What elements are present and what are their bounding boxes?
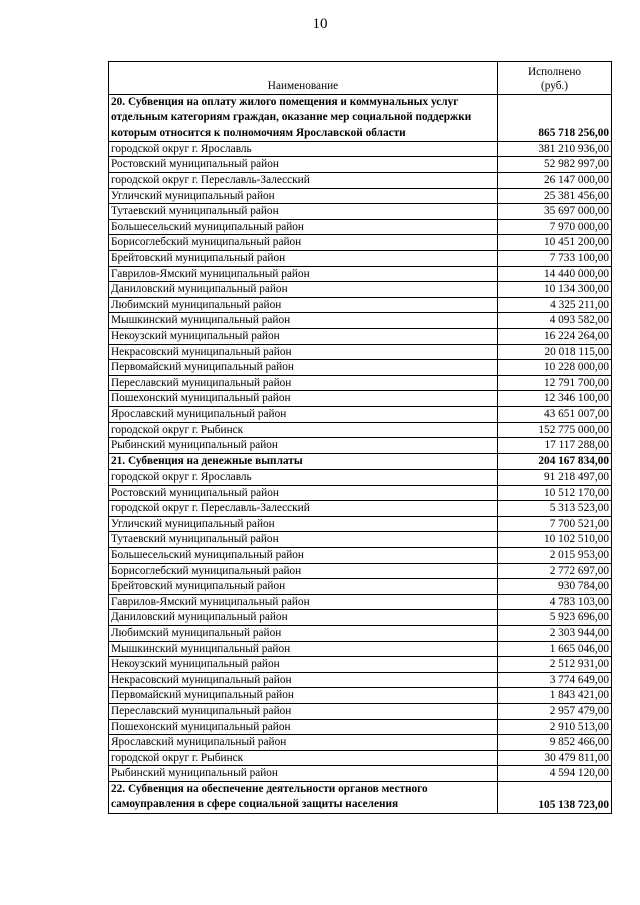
row-value: 12 346 100,00: [498, 391, 612, 407]
row-value: 10 451 200,00: [498, 235, 612, 251]
row-value: 10 134 300,00: [498, 282, 612, 298]
table-row: [109, 297, 612, 313]
row-name: Любимский муниципальный район: [109, 626, 498, 642]
table-row: [109, 548, 612, 564]
row-name: Любимский муниципальный район: [109, 297, 498, 313]
table-row: [109, 672, 612, 688]
row-value: 152 775 000,00: [498, 422, 612, 438]
row-value: 4 325 211,00: [498, 297, 612, 313]
row-name: городской округ г. Рыбинск: [109, 750, 498, 766]
header-value-line-1: Исполнено: [527, 65, 582, 78]
row-value: 4 594 120,00: [498, 766, 612, 782]
row-name: Даниловский муниципальный район: [109, 610, 498, 626]
table-row: [109, 141, 612, 157]
section-title: 20. Субвенция на оплату жилого помещения и коммунальных услуг отдельным категориям граждан, оказание мер социальной поддержки которым относится к полномочиям Ярославской области: [109, 95, 498, 142]
row-name: Брейтовский муниципальный район: [109, 251, 498, 267]
table-row: [109, 422, 612, 438]
row-value: 2 772 697,00: [498, 563, 612, 579]
row-value: 10 512 170,00: [498, 485, 612, 501]
row-value: 25 381 456,00: [498, 188, 612, 204]
row-name: Первомайский муниципальный район: [109, 360, 498, 376]
row-name: Пошехонский муниципальный район: [109, 391, 498, 407]
table-row: [109, 579, 612, 595]
row-name: Борисоглебский муниципальный район: [109, 563, 498, 579]
row-name: Мышкинский муниципальный район: [109, 641, 498, 657]
row-value: 7 970 000,00: [498, 219, 612, 235]
table-row: [109, 532, 612, 548]
table-row: [109, 157, 612, 173]
row-name: Первомайский муниципальный район: [109, 688, 498, 704]
page-number: 10: [312, 16, 328, 32]
section-title: 22. Субвенция на обеспечение деятельности органов местного самоуправления в сфере социальной защиты населения: [109, 781, 498, 813]
row-value: 10 102 510,00: [498, 532, 612, 548]
table-row: [109, 501, 612, 517]
header-name: Наименование: [109, 62, 498, 95]
row-name: городской округ г. Ярославль: [109, 470, 498, 486]
row-name: Гаврилов-Ямский муниципальный район: [109, 594, 498, 610]
table-row: [109, 235, 612, 251]
table-row: [109, 173, 612, 189]
row-value: 5 313 523,00: [498, 501, 612, 517]
table-row: [109, 719, 612, 735]
row-name: Борисоглебский муниципальный район: [109, 235, 498, 251]
row-name: Большесельский муниципальный район: [109, 548, 498, 564]
row-name: Брейтовский муниципальный район: [109, 579, 498, 595]
section-row: [109, 781, 612, 813]
row-value: 43 651 007,00: [498, 406, 612, 422]
row-name: Большесельский муниципальный район: [109, 219, 498, 235]
row-value: 2 015 953,00: [498, 548, 612, 564]
row-value: 7 700 521,00: [498, 516, 612, 532]
row-value: 3 774 649,00: [498, 672, 612, 688]
table-row: [109, 516, 612, 532]
row-name: Тутаевский муниципальный район: [109, 204, 498, 220]
row-value: 26 147 000,00: [498, 173, 612, 189]
budget-table: [108, 61, 612, 814]
table-row: [109, 251, 612, 267]
row-name: Некоузский муниципальный район: [109, 329, 498, 345]
table-row: [109, 735, 612, 751]
section-total: 865 718 256,00: [498, 95, 612, 142]
row-name: Тутаевский муниципальный район: [109, 532, 498, 548]
row-value: 91 218 497,00: [498, 470, 612, 486]
row-name: городской округ г. Переславль-Залесский: [109, 501, 498, 517]
table-row: [109, 204, 612, 220]
table-header-row: [109, 62, 612, 95]
row-value: 12 791 700,00: [498, 375, 612, 391]
header-value-line-2: (руб.): [540, 80, 569, 93]
row-name: Переславский муниципальный район: [109, 703, 498, 719]
row-name: Ярославский муниципальный район: [109, 735, 498, 751]
row-name: Даниловский муниципальный район: [109, 282, 498, 298]
row-value: 16 224 264,00: [498, 329, 612, 345]
table-row: [109, 313, 612, 329]
row-value: 20 018 115,00: [498, 344, 612, 360]
table-row: [109, 641, 612, 657]
table-row: [109, 266, 612, 282]
row-value: 9 852 466,00: [498, 735, 612, 751]
row-name: городской округ г. Ярославль: [109, 141, 498, 157]
row-value: 4 783 103,00: [498, 594, 612, 610]
row-value: 52 982 997,00: [498, 157, 612, 173]
row-name: Угличский муниципальный район: [109, 188, 498, 204]
row-value: 4 093 582,00: [498, 313, 612, 329]
table-row: [109, 329, 612, 345]
row-name: Рыбинский муниципальный район: [109, 438, 498, 454]
row-name: Рыбинский муниципальный район: [109, 766, 498, 782]
header-value: [498, 62, 612, 95]
table-row: [109, 594, 612, 610]
row-value: 2 512 931,00: [498, 657, 612, 673]
table-row: [109, 344, 612, 360]
table-row: [109, 610, 612, 626]
row-name: Переславский муниципальный район: [109, 375, 498, 391]
row-name: Ростовский муниципальный район: [109, 157, 498, 173]
row-value: 930 784,00: [498, 579, 612, 595]
table-body: [109, 95, 612, 814]
table-row: [109, 188, 612, 204]
row-name: Некрасовский муниципальный район: [109, 672, 498, 688]
section-total: 105 138 723,00: [498, 781, 612, 813]
row-name: Ростовский муниципальный район: [109, 485, 498, 501]
table-row: [109, 657, 612, 673]
section-row: [109, 95, 612, 142]
table-row: [109, 563, 612, 579]
row-value: 1 665 046,00: [498, 641, 612, 657]
row-name: Некоузский муниципальный район: [109, 657, 498, 673]
table-row: [109, 750, 612, 766]
table-row: [109, 688, 612, 704]
row-value: 14 440 000,00: [498, 266, 612, 282]
row-value: 2 303 944,00: [498, 626, 612, 642]
row-name: Некрасовский муниципальный район: [109, 344, 498, 360]
row-name: Гаврилов-Ямский муниципальный район: [109, 266, 498, 282]
section-row: [109, 453, 612, 469]
row-value: 7 733 100,00: [498, 251, 612, 267]
row-name: Мышкинский муниципальный район: [109, 313, 498, 329]
table-row: [109, 391, 612, 407]
section-title: 21. Субвенция на денежные выплаты: [109, 453, 498, 469]
row-value: 10 228 000,00: [498, 360, 612, 376]
row-name: Угличский муниципальный район: [109, 516, 498, 532]
table-row: [109, 470, 612, 486]
table-row: [109, 703, 612, 719]
row-name: городской округ г. Рыбинск: [109, 422, 498, 438]
table-row: [109, 360, 612, 376]
row-value: 30 479 811,00: [498, 750, 612, 766]
table-row: [109, 766, 612, 782]
section-total: 204 167 834,00: [498, 453, 612, 469]
row-name: городской округ г. Переславль-Залесский: [109, 173, 498, 189]
table-row: [109, 282, 612, 298]
table-row: [109, 438, 612, 454]
table-row: [109, 375, 612, 391]
row-value: 17 117 288,00: [498, 438, 612, 454]
table-row: [109, 406, 612, 422]
table-row: [109, 626, 612, 642]
row-value: 381 210 936,00: [498, 141, 612, 157]
table-row: [109, 485, 612, 501]
row-value: 5 923 696,00: [498, 610, 612, 626]
row-value: 2 957 479,00: [498, 703, 612, 719]
row-value: 35 697 000,00: [498, 204, 612, 220]
row-value: 1 843 421,00: [498, 688, 612, 704]
row-name: Пошехонский муниципальный район: [109, 719, 498, 735]
table-row: [109, 219, 612, 235]
row-name: Ярославский муниципальный район: [109, 406, 498, 422]
row-value: 2 910 513,00: [498, 719, 612, 735]
